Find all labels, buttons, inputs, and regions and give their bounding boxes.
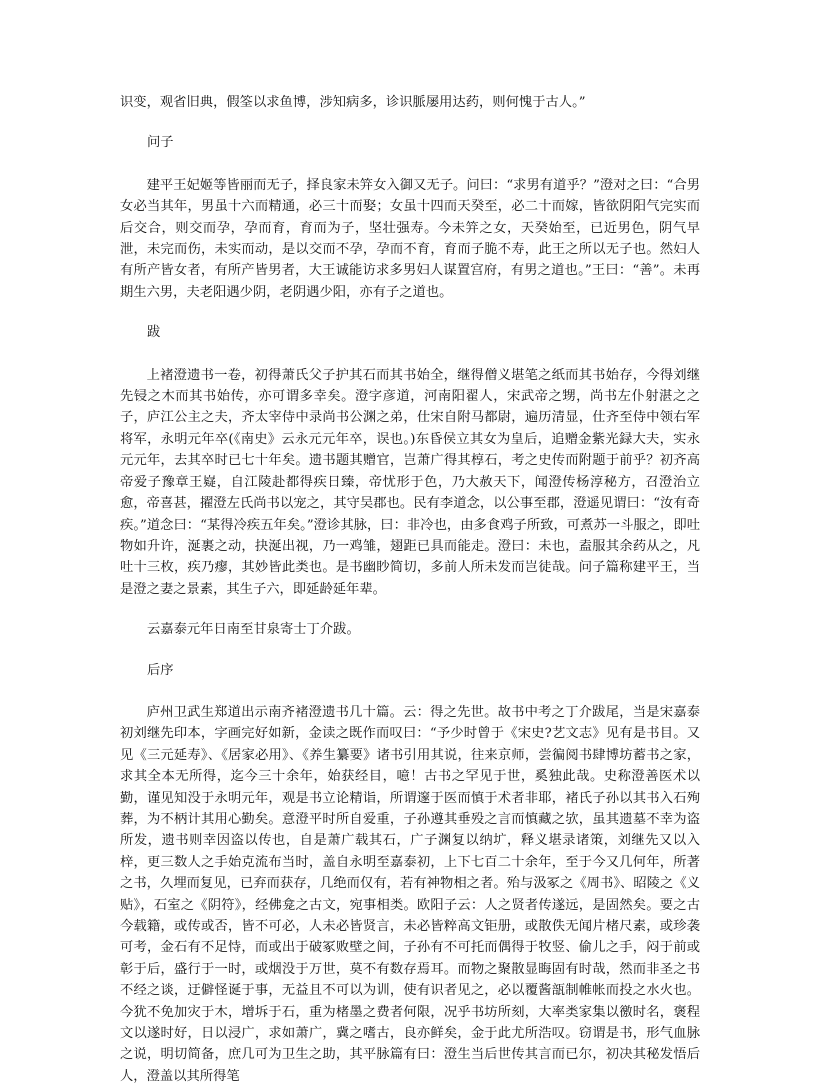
document-page xyxy=(120,92,700,1087)
colophon-line: 云嘉泰元年日南至甘泉寄士丁介跋。 xyxy=(147,622,360,638)
section-heading-houxu: 后序 xyxy=(147,662,174,678)
body-paragraph-3: 上褚澄遗书一卷，初得萧氏父子护其石而其书始全，继得僧义堪笔之纸而其书始存，今得刘继先锓之木而其书始传，亦可谓多幸矣。澄字彦道，河南阳翟人，宋武帝之甥，尚书左仆射湛之之子，庐江公主之夫，齐太宰侍中录尚书公渊之弟，仕宋自附马都尉，遍历清显，仕齐至侍中领右军将军，永明元年卒(《南史》云永元元年卒，误也。)东昏侯立其女为皇后，追赠金紫光録大夫，实永元元年，去其卒时已七十年矣。遗书题其赠官，岂萧广得其椁石，考之史传而附题于前乎？初齐高帝爱子豫章王嶷，自江陵赴都得疾日臻，帝忧形于色，乃大赦天下，闻澄传杨淳秘方，召澄治立愈，帝喜甚，擢澄左氏尚书以宠之，其守吴郡也。民有李道念，以公事至郡，澄遥见谓曰：“汝有奇疾。”道念曰：“某得冷疾五年矣。”澄诊其脉，曰：非冷也，由多食鸡子所致，可煮苏一斗服之，即吐物如升许，涎裹之动，抉涎出视，乃一鸡雏，翅距已具而能走。澄曰：未也，盍服其余药从之，凡吐十三枚，疾乃瘳，其妙皆此类也。是书幽眇简切，多前人所未发而岂徒哉。问子篇称建平王，当是澄之妻之景素，其生子六，即延龄延年辈。 xyxy=(120,367,700,597)
body-paragraph-2: 建平王妃姬等皆丽而无子，择良家未笄女入御又无子。问曰：“求男有道乎？”澄对之曰：“合男女必当其年，男虽十六而精通，必三十而娶；女虽十四而天癸至，必二十而嫁，皆欲阴阳气完实而后交合，则交而孕，孕而育，育而为子，坚壮强寿。今未笄之女，天癸始至，已近男色，阴气早泄，未完而伤，未实而动，是以交而不孕，孕而不育，育而子脆不寿，此王之所以无子也。然妇人有所产皆女者，有所产皆男者，大王诚能访求多男妇人谋置宫府，有男之道也。”王曰：“善”。未再期生六男，夫老阳遇少阴，老阴遇少阳，亦有子之道也。 xyxy=(120,177,700,300)
section-heading-ba: 跋 xyxy=(147,325,161,341)
body-paragraph-1: 识变，观省旧典，假筌以求鱼博，涉知病多，诊识脈屡用达药，则何愧于古人。” xyxy=(120,95,586,110)
body-paragraph-4: 庐州卫武生郑道出示南齐褚澄遗书几十篇。云：得之先世。故书中考之丁介跋尾，当是宋嘉泰初刘继先印本，字画完好如新，金读之既作而叹曰：“予少时曾于《宋史?艺文志》见有是书目。又见《三元延寿》、《居家必用》、《养生纂要》诸书引用其说，往来京师，尝徧阅书肆博坊蓄书之家，求其全本无所得，迄今三十余年，始获经目，噫！古书之罕见于世，奚独此哉。史称澄善医术以勤，谨见知没于永明元年，观是书立论精诣，所谓邃于医而慎于术者非耶，褚氏子孙以其书入石殉葬，为不柄计其用心勤矣。意澄平时所自爱重，子孙遵其垂殁之言而慎藏之欤，虽其遗墓不幸为盗所发，遗书则幸因盗以传也，自是萧广载其石，广子渊复以纳圹，释义堪录诸策，刘继先又以入梓，更三数人之手始克流布当时，盖自永明至嘉泰初，上下七百二十余年，至于今又几何年，所著之书，久埋而复见，已弃而获存，几绝而仅有，若有神物相之者。殆与汲冢之《周书》、昭陵之《义贴》，石室之《阴符》，经佛龛之古文，宛事相类。欧阳子云：人之贤者传遂远，是固然矣。要之古今载籍，或传或否，皆不可必，人未必皆贤言，未必皆粹高文钜册，或散佚无闻片楮尺素，或珍袭可考，金石有不足恃，而或出于破冢败壁之间，子孙有不可托而偶得于牧竖、偷儿之手，闷于前或彰于后，盛行于一时，或烟没于万世，莫不有数存焉耳。而物之聚散显晦固有时哉，然而非圣之书不经之谈，迂僻怪诞于事，无益且不可以为训，使有识者见之，必以覆酱瓿制帷帐而投之水火也。今犹不免加灾于木，增坼于石，重为楮墨之费者何限，况乎书坊所刻，大率类家集以徼时名，褒程文以遂时好，日以浸广，求如萧广，冀之嗜古，良亦鲜矣，金于此尤所浩叹。窃谓是书，形气血脉之说，明切简备，庶几可为卫生之助，其平脉篇有曰：澄生当后世传其言而已尔，初决其秘发悟后人，澄盖以其所得笔 xyxy=(120,704,700,1084)
section-heading-wenzi: 问子 xyxy=(147,135,174,151)
